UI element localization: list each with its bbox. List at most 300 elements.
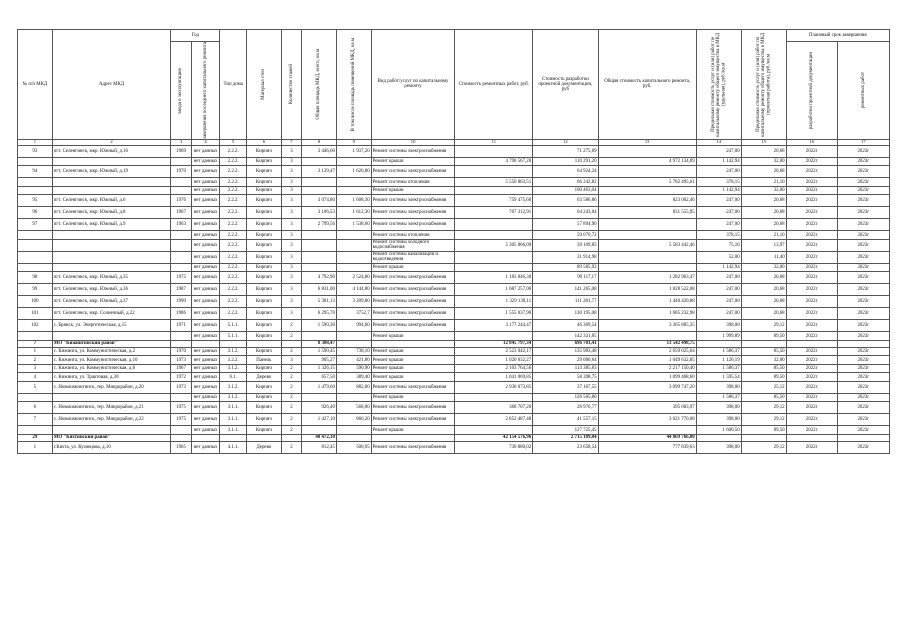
cell-cost-repair: 5 305 866,09 (455, 239, 533, 251)
cell-living-area: 1 612,30 (336, 207, 371, 219)
cell-plan-repair: 2023г (837, 347, 889, 356)
cell-plan-repair: 2023г (837, 393, 889, 402)
cell-floors: 3 (281, 219, 301, 231)
cell-total-area (302, 186, 337, 195)
cell-year-built: 1971 (171, 320, 191, 332)
cell-floors: 3 (281, 356, 301, 365)
cell-year-built (171, 231, 191, 240)
cell-year-repair: нет данных (191, 284, 220, 296)
cell-cost-total (598, 231, 696, 240)
cell-row-number: 101 (18, 308, 53, 320)
cell-cost-repair (455, 251, 533, 263)
cell-plan-repair: 2023г (837, 157, 889, 166)
cell-year-built: 1970 (171, 347, 191, 356)
cell-year-built (171, 178, 191, 187)
cell-living-area: 1 608,30 (336, 195, 371, 207)
empty-cell (281, 340, 301, 347)
cell-living-area (336, 426, 371, 435)
cell-year-repair: нет данных (191, 414, 220, 426)
cell-house-type: 5.1.1. (220, 332, 247, 341)
table-row (18, 332, 890, 341)
cell-living-area: 882,00 (336, 381, 371, 393)
cell-plan-repair: 2023г (837, 414, 889, 426)
cell-floors: 2 (281, 402, 301, 414)
subtotal-area: 48 472,10 (302, 434, 337, 441)
cell-cost-repair: 3 177 244,47 (455, 320, 533, 332)
header-cost-design: Стоимость разработки проектной документации, руб (533, 30, 598, 140)
cell-year-repair: нет данных (191, 219, 220, 231)
cell-work-type: Ремонт системы электроснабжения (371, 207, 455, 219)
cell-work-type: Ремонт системы электроснабжения (371, 272, 455, 284)
repair-plan-table (17, 29, 890, 454)
cell-limit-cost: 29,12 (741, 441, 786, 453)
empty-cell (191, 434, 220, 441)
cell-living-area (336, 231, 371, 240)
cell-row-number: 95 (18, 195, 53, 207)
cell-address (52, 393, 171, 402)
cell-row-number: 3 (18, 364, 53, 373)
empty-cell (741, 434, 786, 441)
cell-living-area: 738,10 (336, 347, 371, 356)
header-house-type: Тип дома (220, 30, 247, 140)
cell-floors: 2 (281, 332, 301, 341)
cell-total-area: 2 799,56 (302, 219, 337, 231)
cell-row-number (18, 239, 53, 251)
cell-address: пгт. Селенгинск, мкр. Южный, д.8 (52, 207, 171, 219)
cell-cost-design: 64 924,24 (533, 166, 598, 178)
cell-limit-cost: 21,10 (741, 178, 786, 187)
cell-plan-design: 2022г (786, 239, 837, 251)
column-number: 8 (302, 139, 337, 145)
cell-limit-cost: 89,50 (741, 373, 786, 382)
cell-house-type: 3.1.2. (220, 347, 247, 356)
cell-row-number: 99 (18, 284, 53, 296)
cell-limit-cost: 85,50 (741, 364, 786, 373)
table-row (18, 263, 890, 272)
cell-cost-total: 4 972 134,09 (598, 157, 696, 166)
empty-cell (220, 434, 247, 441)
cell-year-built: 1976 (171, 195, 191, 207)
cell-limit-cost: 20,68 (741, 195, 786, 207)
cell-address: с. Кижинга, ул. Коммунистическая, д.2 (52, 347, 171, 356)
cell-total-area (302, 251, 337, 263)
cell-row-number (18, 157, 53, 166)
cell-floors: 2 (281, 373, 301, 382)
cell-plan-design: 2022г (786, 272, 837, 284)
cell-cost-total: 3 021 770,08 (598, 414, 696, 426)
cell-house-type: 2.2.2. (220, 166, 247, 178)
subtotal-row (18, 340, 890, 347)
cell-house-type: 4.1.1. (220, 441, 247, 453)
table-row (18, 441, 890, 453)
cell-cost-design: 29 000,64 (533, 356, 598, 365)
column-number: 12 (533, 139, 598, 145)
cell-limit-unit: 247,00 (696, 284, 741, 296)
cell-row-number (18, 263, 53, 272)
subtotal-area: 8 308,47 (302, 340, 337, 347)
empty-cell (220, 340, 247, 347)
subtotal-cost-repair: 12 845 797,34 (455, 340, 533, 347)
cell-limit-cost: 89,50 (741, 332, 786, 341)
cell-total-area: 6 831,00 (302, 284, 337, 296)
cell-work-type: Ремонт системы электроснабжения (371, 414, 455, 426)
cell-limit-cost: 32,00 (741, 263, 786, 272)
cell-house-type: 2.2.2. (220, 296, 247, 308)
cell-living-area: 1 626,80 (336, 166, 371, 178)
cell-address: пгт. Селенгинск, мкр. Южный, д.19 (52, 166, 171, 178)
cell-limit-cost: 20,68 (741, 207, 786, 219)
cell-cost-design: 26 976,77 (533, 402, 598, 414)
cell-plan-repair: 2023г (837, 332, 889, 341)
cell-plan-design: 2022г (786, 393, 837, 402)
header-plan-repair: ремонтных работ (860, 72, 866, 109)
table-row (18, 157, 890, 166)
cell-work-type: Ремонт системы холодного водоснабжения (371, 239, 455, 251)
cell-cost-repair: 2 523 042,17 (455, 347, 533, 356)
table-body (18, 145, 890, 453)
cell-wall-material: Кирпич (246, 251, 281, 263)
cell-wall-material: Кирпич (246, 284, 281, 296)
cell-year-repair: нет данных (191, 178, 220, 187)
cell-address (52, 178, 171, 187)
cell-plan-design: 2022г (786, 166, 837, 178)
table-row (18, 195, 890, 207)
cell-limit-cost: 20,68 (741, 284, 786, 296)
cell-limit-unit: 1 586,37 (696, 364, 741, 373)
cell-floors: 3 (281, 308, 301, 320)
column-number: 16 (786, 139, 837, 145)
cell-cost-repair (455, 332, 533, 341)
cell-total-area (302, 157, 337, 166)
cell-floors: 3 (281, 166, 301, 178)
cell-plan-design: 2022г (786, 308, 837, 320)
cell-total-area: 1 590,45 (302, 347, 337, 356)
cell-plan-design: 2022г (786, 157, 837, 166)
cell-row-number: 94 (18, 166, 53, 178)
cell-work-type: Ремонт крыши (371, 373, 455, 382)
cell-living-area: 1 937,20 (336, 145, 371, 157)
cell-wall-material: Кирпич (246, 347, 281, 356)
cell-wall-material: Дерево (246, 373, 281, 382)
cell-total-area: 5 381,13 (302, 296, 337, 308)
table-row (18, 308, 890, 320)
cell-cost-repair: 1 329 139,11 (455, 296, 533, 308)
cell-floors: 3 (281, 263, 301, 272)
cell-year-built: 1973 (171, 356, 191, 365)
empty-cell (371, 434, 455, 441)
cell-cost-design: 59 070,72 (533, 231, 598, 240)
cell-plan-design: 2022г (786, 251, 837, 263)
cell-cost-design: 57 894,90 (533, 219, 598, 231)
cell-cost-design: 113 385,83 (533, 364, 598, 373)
cell-house-type: 2.2.2. (220, 219, 247, 231)
cell-floors: 3 (281, 207, 301, 219)
cell-cost-repair: 2 936 073,85 (455, 381, 533, 393)
cell-plan-design: 2022г (786, 263, 837, 272)
cell-living-area: 866,20 (336, 414, 371, 426)
cell-cost-total: 3 099 747,20 (598, 381, 696, 393)
cell-cost-total: 1 049 632,85 (598, 356, 696, 365)
header-plan-group: Плановый срок завершения (786, 30, 889, 42)
cell-plan-design: 2022г (786, 332, 837, 341)
cell-total-area (302, 393, 337, 402)
cell-limit-cost: 20,68 (741, 272, 786, 284)
cell-living-area: 3752,7 (336, 308, 371, 320)
cell-cost-total: 1 282 963,47 (598, 272, 696, 284)
cell-cost-total: 823 062,46 (598, 195, 696, 207)
cell-house-type: 2.2.2. (220, 207, 247, 219)
cell-row-number: 93 (18, 145, 53, 157)
column-number: 6 (246, 139, 281, 145)
cell-wall-material: Дерево (246, 441, 281, 453)
cell-house-type: 2.2.2. (220, 186, 247, 195)
cell-plan-repair: 2023г (837, 364, 889, 373)
table-row (18, 320, 890, 332)
cell-total-area (302, 239, 337, 251)
cell-year-built: 1963 (171, 219, 191, 231)
cell-floors: 3 (281, 178, 301, 187)
cell-cost-repair: 1 020 632,27 (455, 356, 533, 365)
empty-cell (741, 340, 786, 347)
cell-limit-unit: 398,00 (696, 414, 741, 426)
cell-year-built (171, 426, 191, 435)
cell-limit-unit: 1 142,94 (696, 157, 741, 166)
cell-row-number (18, 178, 53, 187)
cell-plan-design: 2022г (786, 296, 837, 308)
cell-cost-design: 135 983,48 (533, 347, 598, 356)
cell-limit-cost: 25,12 (741, 381, 786, 393)
cell-year-built: 1965 (171, 441, 191, 453)
cell-living-area: 4 144,80 (336, 284, 371, 296)
cell-work-type: Ремонт системы канализации и водоотведения (371, 251, 455, 263)
cell-house-type: 2.2.2. (220, 272, 247, 284)
empty-cell (696, 434, 741, 441)
cell-plan-design: 2022г (786, 207, 837, 219)
cell-plan-design: 2022г (786, 178, 837, 187)
cell-year-repair: нет данных (191, 393, 220, 402)
cell-wall-material: Кирпич (246, 219, 281, 231)
subtotal-cost-repair: 42 154 576,96 (455, 434, 533, 441)
cell-house-type: 3.1.2. (220, 393, 247, 402)
cell-plan-repair: 2023г (837, 284, 889, 296)
cell-address: с. Кижинга, ул. Коммунистическая, д.10 (52, 356, 171, 365)
cell-limit-cost: 20,68 (741, 296, 786, 308)
cell-limit-cost: 29,12 (741, 414, 786, 426)
cell-limit-unit: 247,00 (696, 166, 741, 178)
cell-plan-repair: 2023г (837, 441, 889, 453)
table-row (18, 231, 890, 240)
cell-plan-design: 2022г (786, 284, 837, 296)
table-row (18, 166, 890, 178)
cell-wall-material: Кирпич (246, 426, 281, 435)
cell-floors: 3 (281, 145, 301, 157)
column-number: 13 (598, 139, 696, 145)
cell-plan-repair: 2023г (837, 219, 889, 231)
cell-plan-repair: 2023г (837, 251, 889, 263)
cell-cost-repair: 1 687 257,00 (455, 284, 533, 296)
cell-total-area: 1 479,60 (302, 381, 337, 393)
cell-year-built: 1969 (171, 145, 191, 157)
cell-house-type: 3.1.2. (220, 381, 247, 393)
cell-total-area: 1 326,15 (302, 364, 337, 373)
cell-floors: 3 (281, 231, 301, 240)
header-work-type: Вид работ/услуг по капитальному ремонту (371, 30, 455, 140)
cell-wall-material: Кирпич (246, 166, 281, 178)
cell-work-type: Ремонт крыши (371, 347, 455, 356)
cell-limit-unit: 1 586,37 (696, 393, 741, 402)
cell-cost-total (598, 251, 696, 263)
table-row (18, 145, 890, 157)
cell-plan-design: 2022г (786, 231, 837, 240)
empty-cell (696, 340, 741, 347)
cell-limit-unit: 75,16 (696, 239, 741, 251)
cell-cost-design: 46 309,54 (533, 320, 598, 332)
cell-work-type: Ремонт системы электроснабжения (371, 166, 455, 178)
cell-limit-cost: 20,68 (741, 145, 786, 157)
cell-limit-unit: 247,00 (696, 296, 741, 308)
cell-work-type: Ремонт системы электроснабжения (371, 308, 455, 320)
column-number: 4 (191, 139, 220, 145)
cell-cost-total: 395 683,97 (598, 402, 696, 414)
cell-plan-repair: 2023г (837, 231, 889, 240)
cell-row-number: 100 (18, 296, 53, 308)
subtotal-cost-design: 2 715 189,04 (533, 434, 598, 441)
cell-address (52, 263, 171, 272)
column-number: 15 (741, 139, 786, 145)
table-row (18, 239, 890, 251)
cell-cost-total: 777 839,63 (598, 441, 696, 453)
cell-plan-design: 2022г (786, 441, 837, 453)
cell-limit-unit: 1 595,54 (696, 373, 741, 382)
header-year-repair: завершения последнего капитального ремонта (203, 42, 208, 139)
header-plan-design: разработки проектной документации (809, 51, 815, 130)
cell-cost-total (598, 145, 696, 157)
cell-limit-cost: 20,68 (741, 308, 786, 320)
cell-plan-repair: 2023г (837, 308, 889, 320)
empty-cell (837, 434, 889, 441)
cell-limit-unit: 398,00 (696, 320, 741, 332)
cell-cost-repair: 2 852 487,48 (455, 414, 533, 426)
cell-address (52, 157, 171, 166)
cell-wall-material: Панель (246, 356, 281, 365)
cell-year-repair: нет данных (191, 402, 220, 414)
cell-living-area: 1 538,60 (336, 219, 371, 231)
cell-cost-design: 39 109,85 (533, 239, 598, 251)
header-limit-cost: Предельная стоимость услуг и (или) работ по капитальному ремонту общего имущества в МКД (проектная работа), руб./кв.м (755, 32, 772, 137)
cell-cost-repair (455, 263, 533, 272)
cell-limit-unit: 378,15 (696, 231, 741, 240)
cell-limit-unit: 1 586,37 (696, 347, 741, 356)
cell-plan-design: 2022г (786, 426, 837, 435)
header-floors: Количество этажей (288, 64, 294, 105)
cell-floors: 2 (281, 347, 301, 356)
cell-cost-total: 1 685 232,98 (598, 308, 696, 320)
cell-total-area: 812,45 (302, 441, 337, 453)
cell-work-type: Ремонт системы электроснабжения (371, 441, 455, 453)
cell-work-type: Ремонт крыши (371, 426, 455, 435)
cell-total-area: 905,27 (302, 356, 337, 365)
cell-row-number: 7 (18, 414, 53, 426)
cell-plan-design: 2022г (786, 320, 837, 332)
cell-cost-repair (455, 145, 533, 157)
table-row (18, 402, 890, 414)
cell-cost-design: 23 658,54 (533, 441, 598, 453)
subtotal-number: 7 (18, 340, 53, 347)
cell-cost-repair (455, 166, 533, 178)
cell-limit-unit: 1 126,19 (696, 356, 741, 365)
cell-cost-repair: 730 880,02 (455, 441, 533, 453)
cell-year-built: 1975 (171, 272, 191, 284)
cell-plan-repair: 2023г (837, 178, 889, 187)
subtotal-name: МО "Кижингинский район" (52, 340, 171, 347)
cell-year-built: 1975 (171, 414, 191, 426)
cell-wall-material: Кирпич (246, 272, 281, 284)
cell-cost-total: 3 365 885,35 (598, 320, 696, 332)
cell-living-area: 421,80 (336, 356, 371, 365)
cell-cost-repair: 767 312,91 (455, 207, 533, 219)
cell-cost-repair: 1 041 069,85 (455, 373, 533, 382)
column-number: 3 (171, 139, 191, 145)
cell-plan-design: 2022г (786, 219, 837, 231)
cell-total-area (302, 332, 337, 341)
cell-living-area (336, 263, 371, 272)
cell-work-type: Ремонт системы электроснабжения (371, 402, 455, 414)
column-number: 5 (220, 139, 247, 145)
cell-year-built: 1970 (171, 166, 191, 178)
cell-wall-material: Кирпич (246, 178, 281, 187)
cell-limit-unit: 52,00 (696, 251, 741, 263)
cell-year-repair: нет данных (191, 308, 220, 320)
table-row (18, 219, 890, 231)
cell-floors: 2 (281, 393, 301, 402)
cell-row-number (18, 393, 53, 402)
cell-cost-design: 110 291,20 (533, 157, 598, 166)
table-row (18, 364, 890, 373)
cell-plan-design: 2022г (786, 364, 837, 373)
cell-year-built: 1987 (171, 284, 191, 296)
column-number: 1 (18, 139, 53, 145)
cell-cost-total: 5 583 442,46 (598, 239, 696, 251)
cell-floors: 2 (281, 441, 301, 453)
cell-limit-cost: 20,68 (741, 166, 786, 178)
cell-year-repair: нет данных (191, 332, 220, 341)
header-cost-total: Общая стоимость капитального ремонта, руб. (598, 30, 696, 140)
cell-wall-material: Кирпич (246, 402, 281, 414)
cell-plan-repair: 2023г (837, 145, 889, 157)
cell-floors: 3 (281, 251, 301, 263)
subtotal-cost-design: 696 701,41 (533, 340, 598, 347)
cell-year-repair: нет данных (191, 373, 220, 382)
cell-year-built (171, 332, 191, 341)
table-row (18, 284, 890, 296)
cell-plan-repair: 2023г (837, 373, 889, 382)
cell-cost-repair (455, 231, 533, 240)
table-row (18, 381, 890, 393)
cell-row-number (18, 186, 53, 195)
column-number: 7 (281, 139, 301, 145)
cell-living-area: 500,95 (336, 441, 371, 453)
cell-limit-cost: 11,40 (741, 251, 786, 263)
header-year-group: Год (171, 30, 220, 42)
cell-floors: 2 (281, 426, 301, 435)
cell-cost-design: 89 585,92 (533, 263, 598, 272)
cell-plan-repair: 2023г (837, 263, 889, 272)
cell-limit-cost: 32,00 (741, 186, 786, 195)
cell-wall-material: Кирпич (246, 195, 281, 207)
cell-limit-cost: 29,12 (741, 320, 786, 332)
cell-work-type: Ремонт крыши (371, 157, 455, 166)
cell-wall-material: Кирпич (246, 186, 281, 195)
